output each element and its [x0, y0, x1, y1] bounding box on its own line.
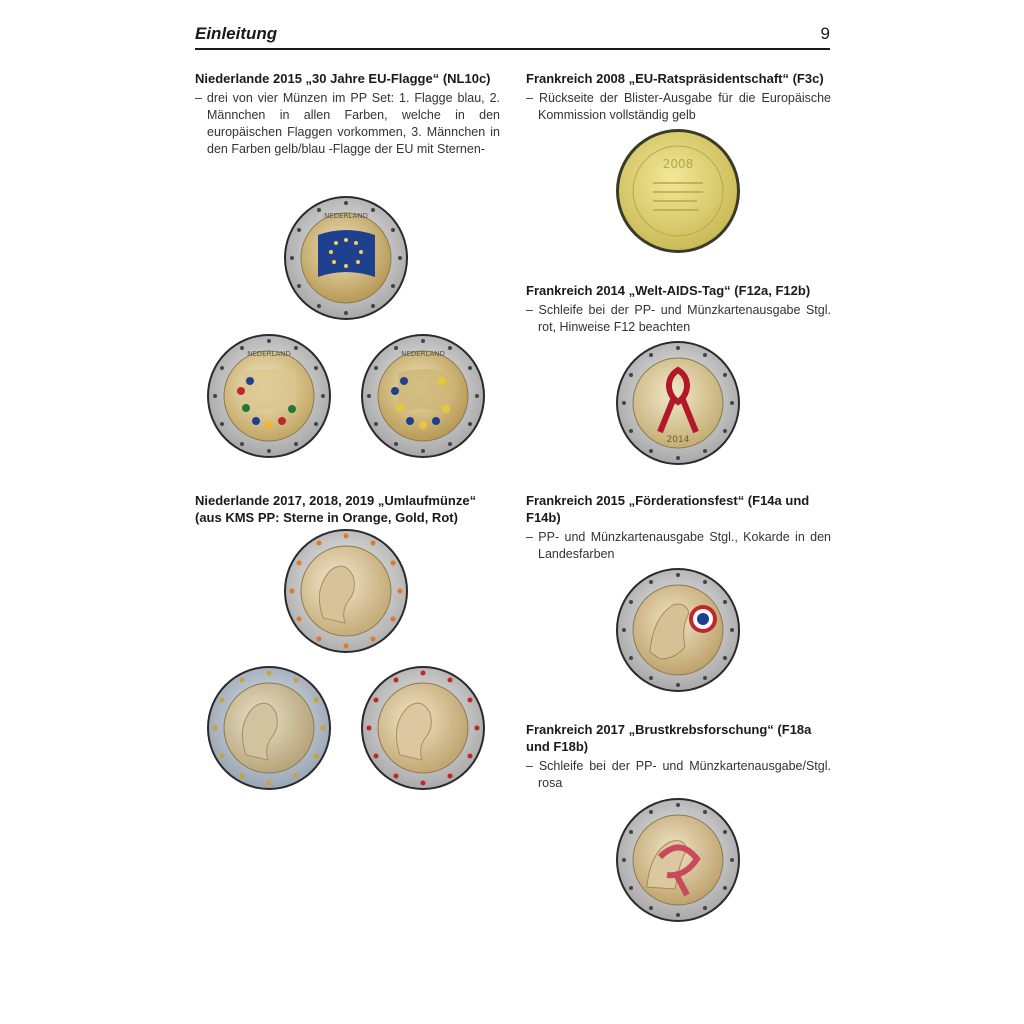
entry-title: Niederlande 2015 „30 Jahre EU-Flagge“ (NL10c): [195, 71, 491, 86]
entry-title: Niederlande 2017, 2018, 2019 „Umlaufmünze“ (aus KMS PP: Sterne in Orange, Gold, Rot): [195, 493, 477, 525]
entry-description: – PP- und Münzkartenausgabe Stgl., Kokarde in den Landesfarben: [526, 530, 831, 561]
coin-nl-portrait-red-stars: [360, 665, 486, 791]
entry-description: – Schleife bei der PP- und Münzkartenausgabe/Stgl. rosa: [526, 759, 831, 790]
entry-nl-2017-circulation: [195, 492, 500, 526]
entry-fr-2015-federation: [526, 492, 831, 563]
coin-nl-portrait-gold-stars: [206, 665, 332, 791]
entry-title: Frankreich 2017 „Brustkrebsforschung“ (F18a und F18b): [526, 722, 812, 754]
coin-inscription: NEDERLAND: [401, 350, 445, 358]
coin-fr-2017-pink-ribbon: [615, 797, 741, 923]
entry-nl-2015-eu-flag: [195, 70, 500, 158]
entry-title: Frankreich 2008 „EU-Ratspräsidentschaft“ (F3c): [526, 71, 824, 86]
entry-title: Frankreich 2014 „Welt-AIDS-Tag“ (F12a, F12b): [526, 283, 811, 298]
page-number: 9: [820, 24, 830, 43]
entry-description: – Schleife bei der PP- und Münzkartenausgabe Stgl. rot, Hinweise F12 beachten: [526, 303, 831, 334]
entry-fr-2008-eu-presidency: [526, 70, 831, 124]
coin-inscription: NEDERLAND: [247, 350, 291, 358]
page-header: [195, 24, 830, 50]
coin-nl-eu-flag-multicolor: [206, 333, 332, 459]
coin-inscription: 2008: [662, 157, 694, 171]
coin-fr-2008-yellow: [615, 128, 741, 254]
coin-inscription: NEDERLAND: [324, 212, 368, 220]
coin-fr-2014-red-ribbon: [615, 340, 741, 466]
coin-fr-2015-cockade: [615, 567, 741, 693]
entry-description: – drei von vier Münzen im PP Set: 1. Flagge blau, 2. Männchen in allen Farben, welche in den europäischen Flaggen vorkommen, 3. Männchen in den Farben gelb/blau -Flagge der EU mit Sternen-: [195, 91, 500, 156]
entry-fr-2014-aids-day: [526, 282, 831, 336]
coin-nl-eu-flag-blue: [283, 195, 409, 321]
coin-nl-eu-flag-yellow-blue: [360, 333, 486, 459]
entry-title: Frankreich 2015 „Förderationsfest“ (F14a und F14b): [526, 493, 810, 525]
entry-description: – Rückseite der Blister-Ausgabe für die Europäische Kommission vollständig gelb: [526, 91, 831, 122]
entry-fr-2017-breast-cancer: [526, 721, 831, 792]
coin-inscription: 2014: [666, 435, 690, 445]
section-title: Einleitung: [195, 24, 278, 43]
coin-nl-portrait-orange-stars: [283, 528, 409, 654]
